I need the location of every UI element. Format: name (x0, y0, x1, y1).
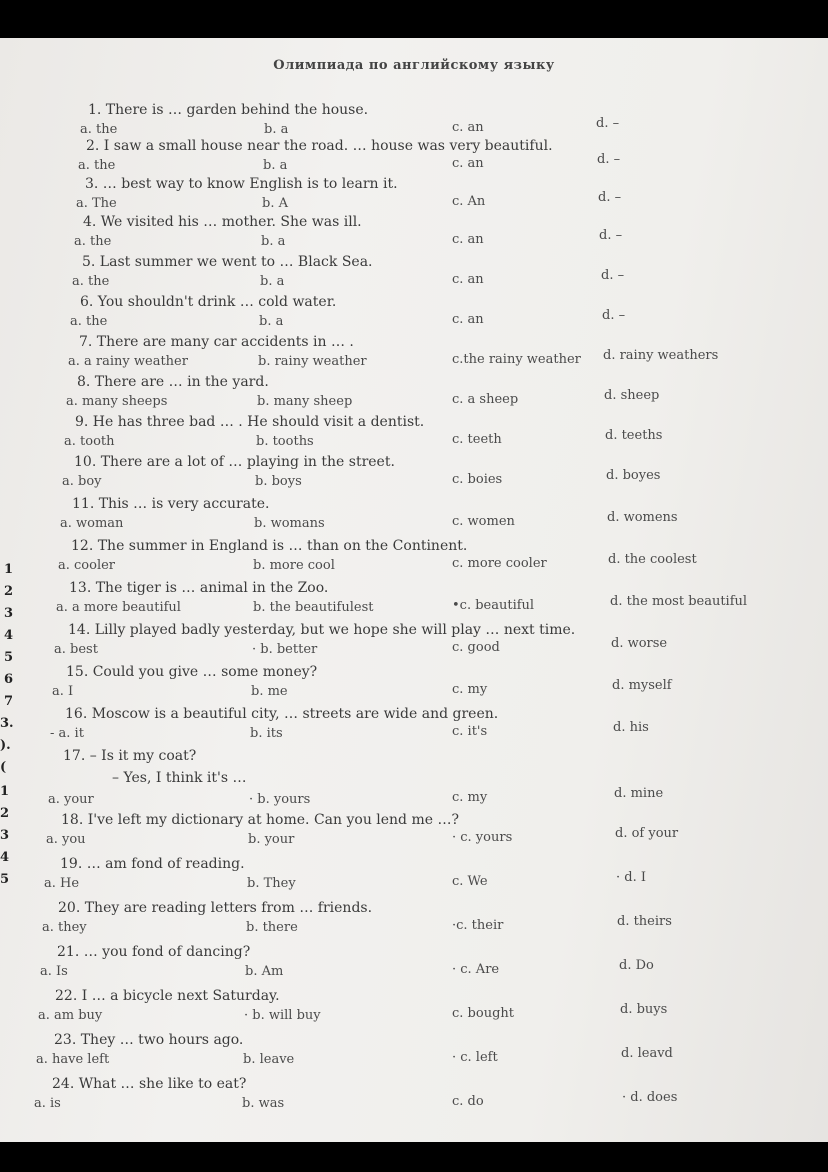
option-d: d. Do (619, 958, 654, 973)
option-b: b. me (251, 684, 288, 699)
page-title: Олимпиада по английскому языку (273, 58, 555, 73)
question-text: 24. What … she like to eat? (52, 1076, 247, 1092)
option-a: a. Is (40, 964, 68, 979)
margin-mark: 1 (4, 562, 14, 577)
option-c: •c. beautiful (452, 598, 535, 613)
option-d: d. – (599, 228, 623, 243)
option-b: b. a (263, 158, 288, 173)
option-a: a. He (44, 876, 80, 891)
option-c: c. more cooler (452, 556, 547, 571)
option-c: c. boies (452, 472, 503, 487)
option-d: · d. I (616, 870, 646, 885)
option-b: b. Am (245, 964, 284, 979)
option-c: c. An (452, 194, 486, 209)
question-text: 6. You shouldn't drink … cold water. (80, 294, 337, 310)
margin-mark: 2 (0, 806, 10, 821)
question-text: 17. – Is it my coat? (63, 748, 197, 764)
option-b: b. A (262, 196, 288, 211)
option-c: c. my (452, 682, 488, 697)
option-d: d. the most beautiful (610, 594, 748, 609)
margin-mark: ( (0, 760, 7, 775)
option-b: · b. will buy (244, 1008, 321, 1023)
option-a: a. the (74, 234, 112, 249)
option-b: b. a (260, 274, 285, 289)
option-d: d. worse (611, 636, 668, 651)
margin-mark: 6 (4, 672, 14, 687)
option-d: d. of your (615, 826, 679, 841)
option-b: b. the beautifulest (253, 600, 374, 615)
option-a: a. your (48, 792, 94, 807)
option-b: b. womans (254, 516, 325, 531)
option-c: c. bought (452, 1006, 514, 1021)
question-text: 10. There are a lot of … playing in the street. (74, 454, 395, 470)
option-c: · c. left (452, 1050, 498, 1065)
option-c: c. women (452, 514, 515, 529)
question-text: 22. I … a bicycle next Saturday. (55, 988, 280, 1004)
option-a: a. the (80, 122, 118, 137)
option-d: d. – (601, 268, 625, 283)
question-text-line2: – Yes, I think it's … (112, 770, 247, 786)
option-a: a. many sheeps (66, 394, 168, 409)
option-d: d. rainy weathers (603, 348, 719, 363)
option-c: ·c. their (452, 918, 504, 933)
question-text: 7. There are many car accidents in … . (79, 334, 354, 350)
question-text: 11. This … is very accurate. (72, 496, 270, 512)
option-b: b. boys (255, 474, 302, 489)
option-a: a. tooth (64, 434, 115, 449)
question-text: 15. Could you give … some money? (66, 664, 318, 680)
margin-mark: 3 (0, 828, 10, 843)
option-c: c. teeth (452, 432, 502, 447)
option-a: a. a rainy weather (68, 354, 188, 369)
question-text: 1. There is … garden behind the house. (88, 102, 369, 118)
option-b: b. leave (243, 1052, 295, 1067)
option-d: d. – (597, 152, 621, 167)
option-c: c. an (452, 272, 484, 287)
option-b: b. a (261, 234, 286, 249)
option-b: b. more cool (253, 558, 335, 573)
option-a: a. the (78, 158, 116, 173)
option-a: a. am buy (38, 1008, 103, 1023)
option-a: a. the (72, 274, 110, 289)
option-c: c. We (452, 874, 488, 889)
option-c: c.the rainy weather (452, 352, 581, 367)
option-b: b. They (247, 876, 296, 891)
option-b: b. a (264, 122, 289, 137)
option-c: · c. Are (452, 962, 500, 977)
question-text: 4. We visited his … mother. She was ill. (83, 214, 362, 230)
question-text: 18. I've left my dictionary at home. Can you lend me …? (61, 812, 459, 828)
option-d: d. myself (612, 678, 672, 693)
question-text: 3. … best way to know English is to learn it. (85, 176, 398, 192)
option-b: b. your (248, 832, 295, 847)
option-a: a. you (46, 832, 86, 847)
question-text: 20. They are reading letters from … friends. (58, 900, 373, 916)
option-a: a. a more beautiful (56, 600, 181, 615)
option-b: b. there (246, 920, 298, 935)
option-c: c. a sheep (452, 392, 519, 407)
option-a: a. woman (60, 516, 124, 531)
question-text: 19. … am fond of reading. (60, 856, 245, 872)
margin-mark: 7 (4, 694, 14, 709)
option-d: d. sheep (604, 388, 660, 403)
margin-mark: 1 (0, 784, 10, 799)
option-d: · d. does (622, 1090, 678, 1105)
option-d: d. his (613, 720, 649, 735)
question-text: 5. Last summer we went to … Black Sea. (82, 254, 373, 270)
question-text: 14. Lilly played badly yesterday, but we hope she will play … next time. (68, 622, 576, 638)
option-d: d. boyes (606, 468, 661, 483)
question-text: 21. … you fond of dancing? (57, 944, 251, 960)
option-c: · c. yours (452, 830, 513, 845)
option-d: d. buys (620, 1002, 668, 1017)
option-a: a. the (70, 314, 108, 329)
option-b: b. many sheep (257, 394, 353, 409)
question-text: 16. Moscow is a beautiful city, … streets are wide and green. (65, 706, 499, 722)
option-d: d. womens (607, 510, 678, 525)
margin-mark: ). (0, 738, 11, 753)
margin-mark: 4 (4, 628, 14, 643)
option-c: c. good (452, 640, 500, 655)
option-d: d. teeths (605, 428, 663, 443)
option-c: c. do (452, 1094, 484, 1109)
margin-mark: 5 (4, 650, 14, 665)
question-text: 9. He has three bad … . He should visit a dentist. (75, 414, 425, 430)
question-text: 23. They … two hours ago. (54, 1032, 244, 1048)
option-d: d. leavd (621, 1046, 673, 1061)
option-b: · b. yours (249, 792, 311, 807)
question-text: 8. There are … in the yard. (77, 374, 269, 390)
option-c: c. an (452, 312, 484, 327)
option-a: a. have left (36, 1052, 110, 1067)
margin-mark: 3. (0, 716, 14, 731)
option-a: a. boy (62, 474, 102, 489)
option-d: d. the coolest (608, 552, 697, 567)
option-a: a. they (42, 920, 87, 935)
option-a: - a. it (50, 726, 84, 741)
question-text: 12. The summer in England is … than on the Continent. (71, 538, 468, 554)
option-c: c. an (452, 120, 484, 135)
option-d: d. – (598, 190, 622, 205)
option-c: c. it's (452, 724, 488, 739)
question-text: 13. The tiger is … animal in the Zoo. (69, 580, 329, 596)
option-c: c. my (452, 790, 488, 805)
option-b: b. was (242, 1096, 285, 1111)
option-a: a. The (76, 196, 117, 211)
option-a: a. cooler (58, 558, 116, 573)
margin-mark: 3 (4, 606, 14, 621)
margin-mark: 2 (4, 584, 14, 599)
option-a: a. is (34, 1096, 61, 1111)
option-d: d. – (602, 308, 626, 323)
option-b: b. a (259, 314, 284, 329)
margin-mark: 5 (0, 872, 10, 887)
option-c: c. an (452, 232, 484, 247)
option-b: b. tooths (256, 434, 314, 449)
option-a: a. I (52, 684, 74, 699)
option-c: c. an (452, 156, 484, 171)
option-b: b. rainy weather (258, 354, 367, 369)
option-d: d. theirs (617, 914, 672, 929)
option-d: d. mine (614, 786, 664, 801)
question-text: 2. I saw a small house near the road. … house was very beautiful. (86, 138, 553, 154)
margin-mark: 4 (0, 850, 10, 865)
option-d: d. – (596, 116, 620, 131)
document-page (0, 38, 828, 1142)
option-a: a. best (54, 642, 98, 657)
option-b: b. its (250, 726, 283, 741)
option-b: · b. better (252, 642, 318, 657)
